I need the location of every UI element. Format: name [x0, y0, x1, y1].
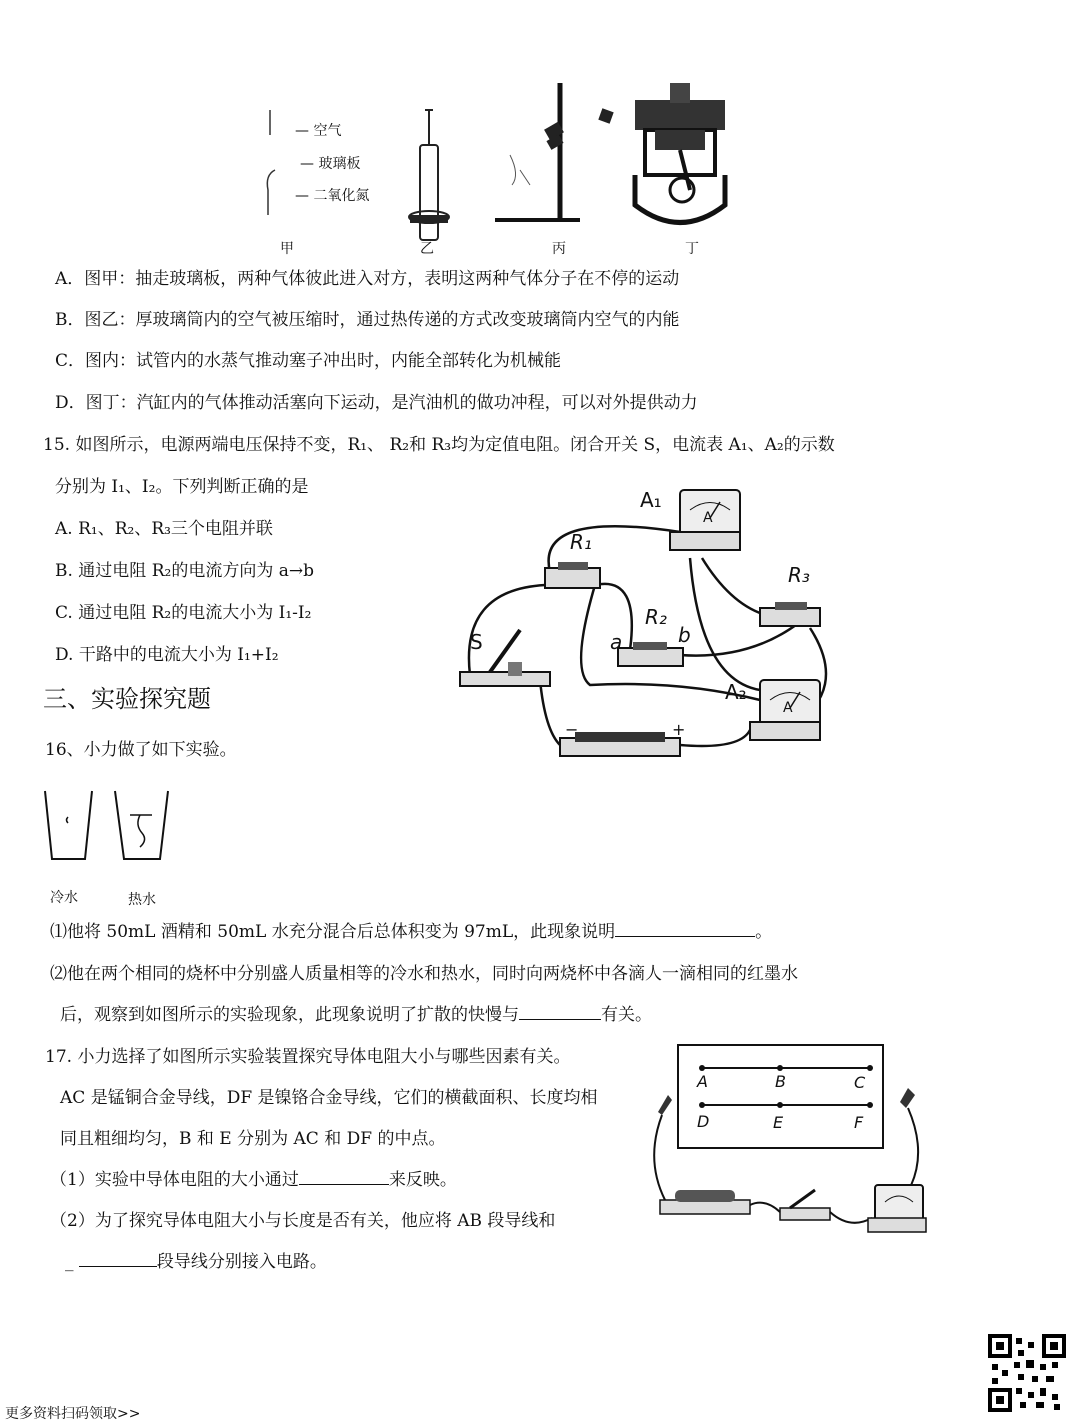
caption-yi: 乙	[420, 241, 434, 257]
qr-code-drawing	[988, 1334, 1066, 1412]
label-R1: R₁	[570, 530, 592, 554]
board-label-C: C	[854, 1073, 866, 1092]
q16-answer-blank-2[interactable]	[519, 1003, 601, 1020]
label-battery-minus: −	[565, 720, 579, 739]
q16-part1-text: ⑴他将 50mL 酒精和 50mL 水充分混合后总体积变为 97mL，此现象说明	[50, 922, 616, 942]
q16-part2-end: 有关。	[601, 1005, 652, 1025]
q17-part2-line1: （2）为了探究导体电阻大小与长度是否有关，他应将 AB 段导线和	[50, 1211, 556, 1231]
q17-stem-line1: 17. 小力选择了如图所示实验装置探究导体电阻大小与哪些因素有关。	[45, 1047, 571, 1067]
beaker-label-hot: 热水	[128, 892, 156, 908]
q16-part2-text: 后，观察到如图所示的实验现象，此现象说明了扩散的快慢与	[60, 1005, 519, 1025]
q14-option-a: A．图甲：抽走玻璃板，两种气体彼此进入对方，表明这两种气体分子在不停的运动	[55, 269, 680, 289]
q15-option-b: B. 通过电阻 R₂的电流方向为 a→b	[55, 561, 314, 581]
label-A2: A₂	[725, 680, 747, 704]
q14-option-c: C．图内：试管内的水蒸气推动塞子冲出时，内能全部转化为机械能	[55, 351, 562, 371]
q17-part1-end: 来反映。	[388, 1170, 457, 1190]
qr-code[interactable]	[988, 1334, 1066, 1412]
board-label-D: D	[697, 1112, 710, 1131]
circuit-diagram-q15	[440, 480, 860, 770]
beakers-drawing	[40, 785, 190, 865]
q16-part1-end: 。	[755, 922, 773, 942]
q15-option-c: C. 通过电阻 R₂的电流大小为 I₁-I₂	[55, 603, 312, 623]
q17-part2-text: 段导线分别接入电路。	[156, 1252, 327, 1272]
q16-answer-blank-1[interactable]	[615, 920, 755, 937]
q17-part1	[50, 1168, 457, 1192]
q16-part2-line2	[60, 1003, 652, 1027]
q17-part2-line2	[65, 1250, 327, 1274]
q14-option-d: D．图丁：汽缸内的气体推动活塞向下运动，是汽油机的做功冲程，可以对外提供动力	[55, 393, 698, 413]
q15-option-a: A. R₁、R₂、R₃三个电阻并联	[55, 519, 273, 539]
gas-label-glass: — 玻璃板	[300, 156, 361, 172]
q17-part1-text: （1）实验中导体电阻的大小通过	[50, 1170, 299, 1190]
label-meter-A1: A	[703, 510, 713, 526]
label-S: S	[470, 630, 483, 654]
label-R3: R₃	[788, 563, 810, 587]
footer-text: 更多资料扫码领取>>	[5, 1406, 141, 1422]
label-meter-A2: A	[783, 700, 793, 716]
q17-stem-line3: 同且粗细均匀，B 和 E 分别为 AC 和 DF 的中点。	[60, 1129, 446, 1149]
q17-stem-line2: AC 是锰铜合金导线，DF 是镍铬合金导线，它们的横截面积、长度均相	[60, 1088, 598, 1108]
gas-label-air: — 空气	[295, 123, 342, 139]
label-a: a	[610, 630, 623, 654]
beakers-figure	[40, 785, 190, 865]
q16-stem: 16、小力做了如下实验。	[45, 740, 237, 760]
board-label-E: E	[773, 1113, 784, 1132]
resistance-apparatus-q17	[640, 1040, 940, 1240]
section-3-title: 三、实验探究题	[43, 685, 211, 713]
q17-answer-blank-2[interactable]	[79, 1250, 157, 1267]
q15-stem-line2: 分别为 I₁、I₂。下列判断正确的是	[55, 477, 309, 497]
gas-label-no2: — 二氧化氮	[295, 188, 370, 204]
label-b: b	[678, 623, 691, 647]
q16-part2-line1: ⑵他在两个相同的烧杯中分别盛人质量相等的冷水和热水，同时向两烧杯中各滴人一滴相同的红墨水	[50, 964, 798, 984]
q14-option-b: B．图乙：厚玻璃筒内的空气被压缩时，通过热传递的方式改变玻璃筒内空气的内能	[55, 310, 680, 330]
caption-ding: 丁	[685, 241, 699, 257]
q17-answer-blank-1[interactable]	[299, 1168, 389, 1185]
caption-jia: 甲	[280, 241, 294, 257]
label-R2: R₂	[645, 605, 667, 629]
caption-bing: 丙	[552, 241, 566, 257]
board-label-B: B	[775, 1072, 786, 1091]
beaker-label-cold: 冷水	[50, 890, 78, 906]
q16-part1	[50, 920, 772, 944]
board-label-A: A	[697, 1072, 708, 1091]
label-battery-plus: +	[672, 720, 686, 739]
label-A1: A₁	[640, 488, 662, 512]
figure-q14	[250, 75, 770, 255]
board-label-F: F	[854, 1113, 864, 1132]
q15-option-d: D. 干路中的电流大小为 I₁+I₂	[55, 645, 279, 665]
q17-part2-prefix: _	[65, 1252, 74, 1272]
apparatus-drawing	[640, 1040, 940, 1240]
q15-stem-line1: 15. 如图所示，电源两端电压保持不变，R₁、 R₂和 R₃均为定值电阻。闭合开关 S，电流表 A₁、A₂的示数	[43, 435, 835, 455]
